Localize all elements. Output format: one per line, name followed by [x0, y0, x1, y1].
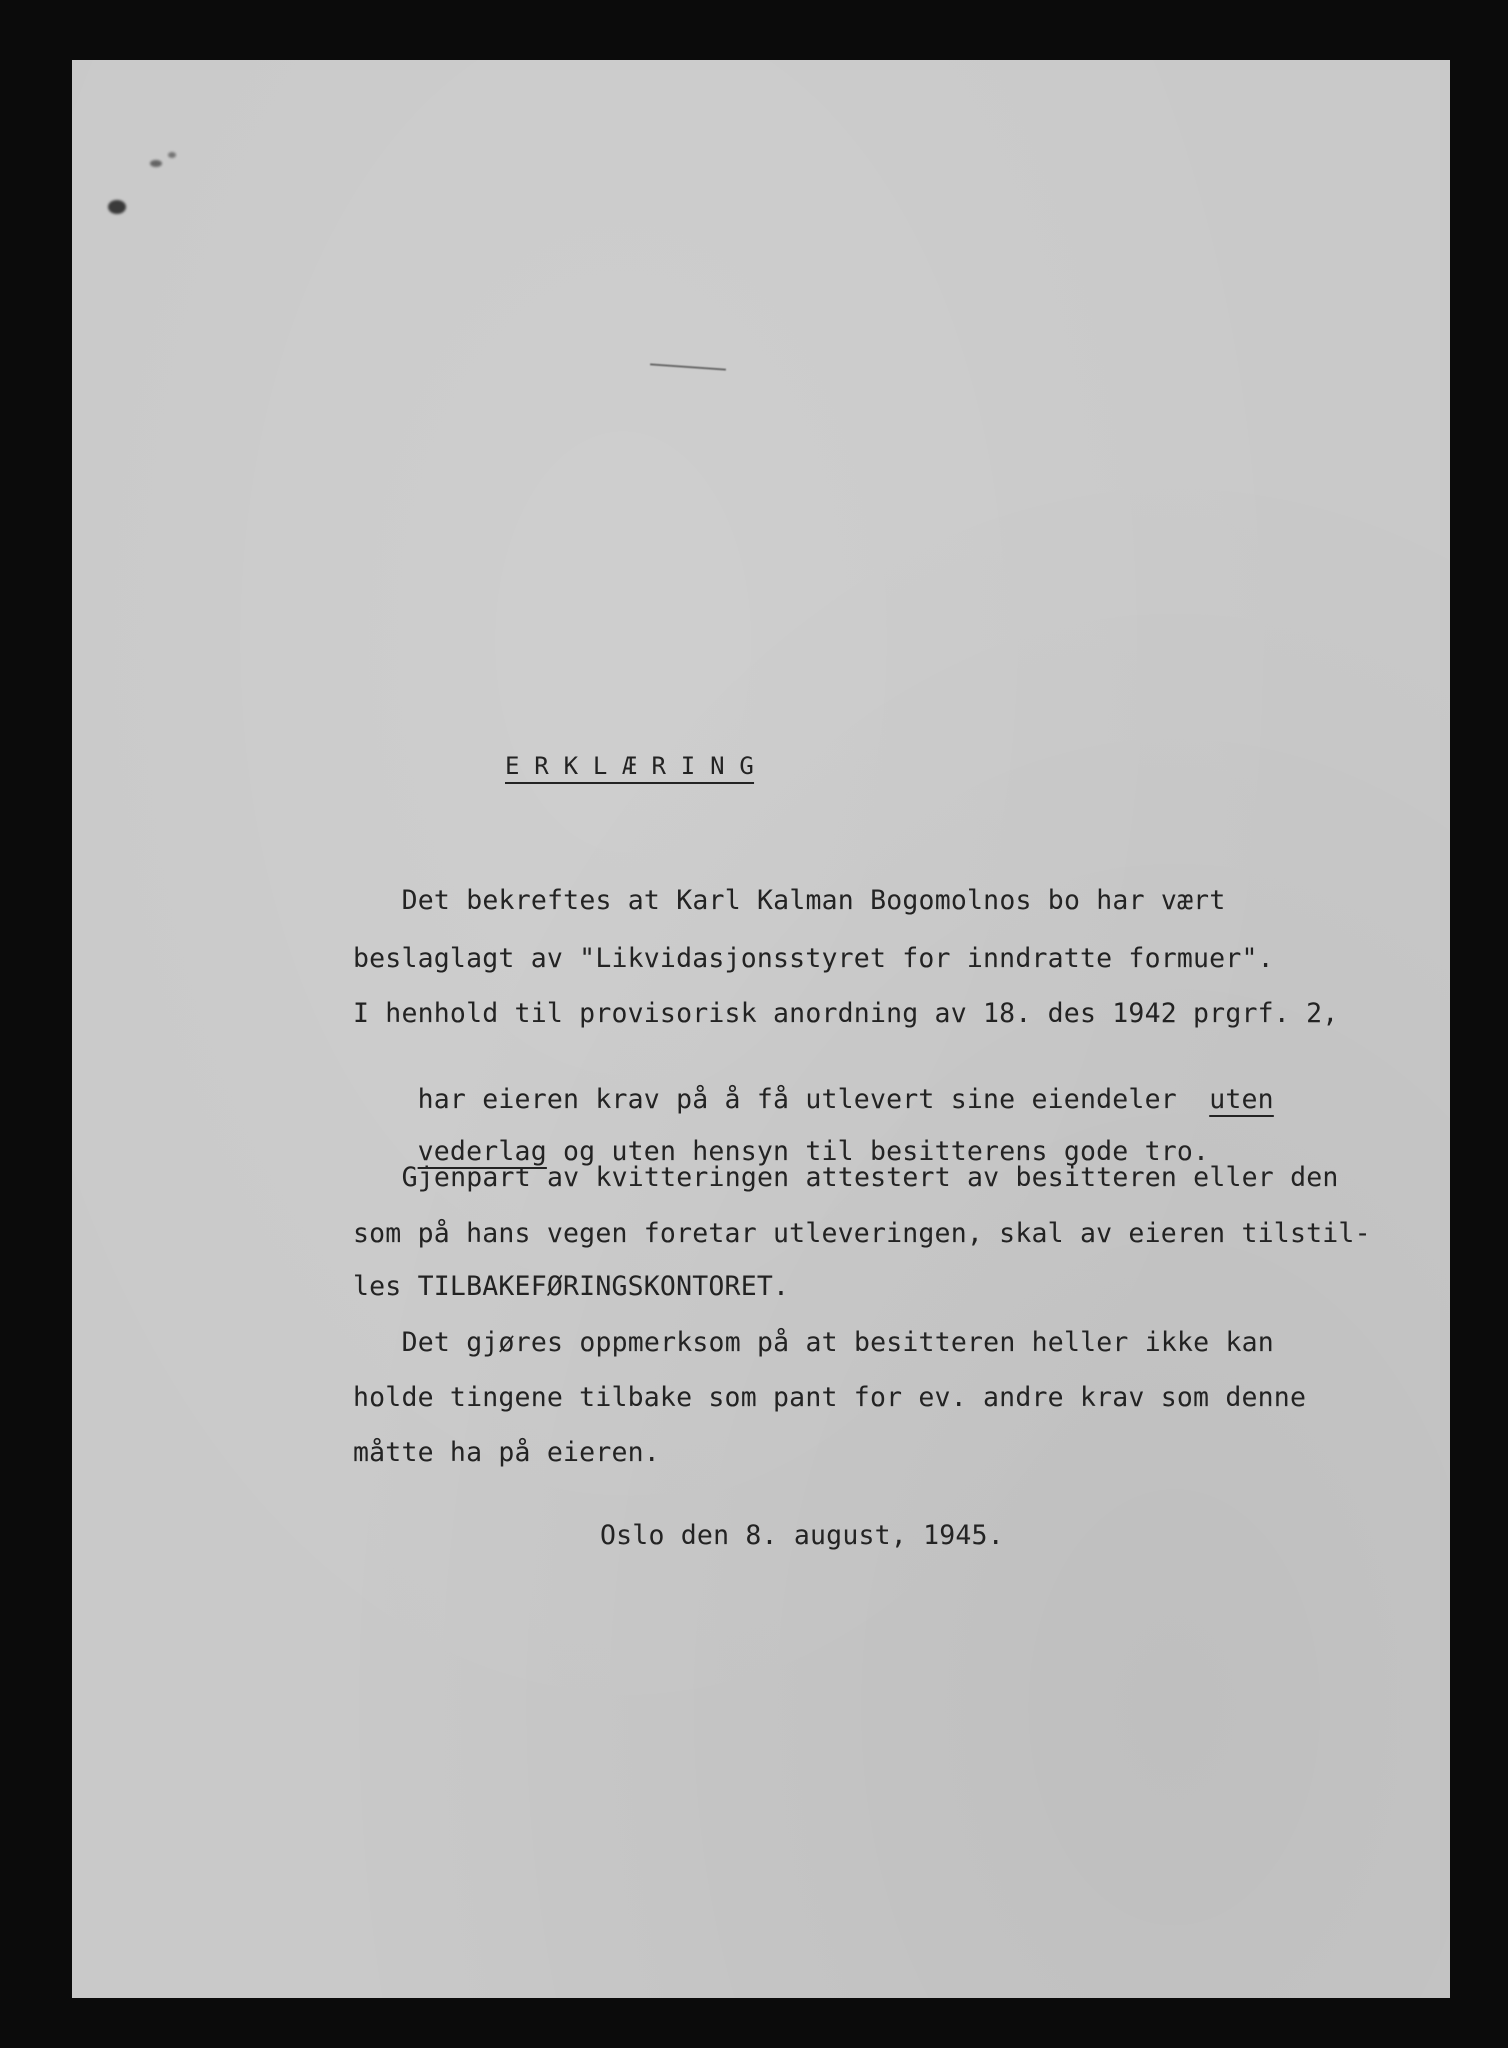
underlined-word-vederlag: vederlag	[417, 1136, 547, 1167]
ink-speck	[168, 152, 176, 158]
ink-speck	[150, 160, 162, 167]
paragraph-1-line-4-text: har eieren krav på å få utlevert sine eiendeler	[417, 1084, 1210, 1115]
paragraph-3-line-1: Det gjøres oppmerksom på at besitteren heller ikke kan	[337, 1327, 1274, 1358]
paragraph-3-line-2: holde tingene tilbake som pant for ev. andre krav som denne	[353, 1382, 1307, 1413]
underlined-word-uten: uten	[1209, 1084, 1274, 1115]
document-title: E R K L Æ R I N G	[505, 752, 755, 780]
paragraph-3-line-3: måtte ha på eieren.	[353, 1437, 660, 1468]
date-line: Oslo den 8. august, 1945.	[600, 1520, 1004, 1551]
paragraph-2-line-2: som på hans vegen foretar utleveringen, skal av eieren tilstil-	[353, 1218, 1371, 1249]
paragraph-1-line-3: I henhold til provisorisk anordning av 18. des 1942 prgrf. 2,	[353, 998, 1339, 1029]
scratch-mark	[650, 363, 726, 370]
paragraph-2-line-1: Gjenpart av kvitteringen attestert av besitteren eller den	[337, 1162, 1339, 1193]
document-page	[72, 60, 1450, 1998]
paragraph-2-line-3: les TILBAKEFØRINGSKONTORET.	[353, 1271, 790, 1302]
ink-speck	[108, 200, 126, 214]
paragraph-1-line-1: Det bekreftes at Karl Kalman Bogomolnos bo har vært	[337, 885, 1226, 916]
paragraph-1-line-2: beslaglagt av "Likvidasjonsstyret for inndratte formuer".	[353, 943, 1274, 974]
paragraph-1-line-5-text: og uten hensyn til besitterens gode tro.	[546, 1136, 1210, 1167]
